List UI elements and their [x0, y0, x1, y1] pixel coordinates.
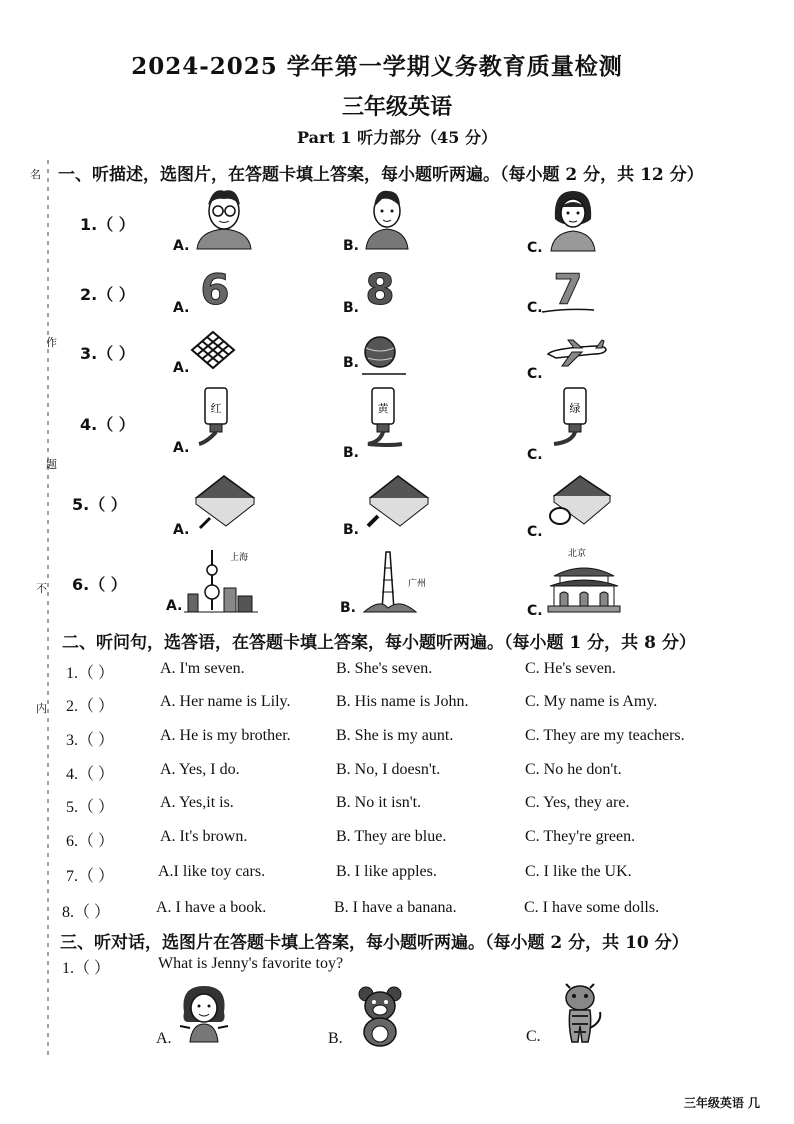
s2-q2-option-c: C. My name is Amy. [525, 693, 658, 710]
section2-heading: 二、听问句，选答语，在答题卡填上答案，每小题听两遍。（每小题 1 分，共 8 分） [62, 633, 696, 653]
s2-q3-option-c: C. They are my teachers. [525, 727, 685, 744]
s2-q2-option-a: A. Her name is Lily. [160, 693, 291, 710]
s1-q5-number: 5.（ ） [72, 495, 127, 514]
s2-q5-option-b: B. No it isn't. [336, 794, 422, 811]
s2-q7-option-a: A.I like toy cars. [158, 863, 266, 880]
s1-q4-a-label: A. [173, 440, 190, 456]
margin-char-1: 名 [30, 168, 41, 181]
man-with-glasses-picture [193, 185, 255, 251]
shanghai-label: 上海 [230, 553, 249, 563]
book-and-bag-picture [546, 472, 614, 530]
s2-row-2 [0, 693, 794, 715]
s1-q1-c-label: C. [527, 240, 543, 256]
boy-picture [362, 185, 412, 251]
s3-q1-question: What is Jenny's favorite toy? [158, 955, 344, 972]
s1-q1-number: 1.（ ） [80, 215, 135, 234]
book-and-pen-picture [190, 472, 258, 530]
binding-margin-line [38, 160, 58, 1060]
s1-q6-b-label: B. [340, 600, 356, 616]
margin-char-5: 内 [36, 702, 47, 715]
beijing-label: 北京 [568, 549, 587, 559]
s2-q4-option-c: C. No he don't. [525, 761, 622, 778]
s2-row-4 [0, 761, 794, 783]
book-and-pencil-picture [364, 472, 432, 530]
chinese-knot-picture [190, 330, 236, 370]
s3-q1-a-label: A. [156, 1030, 172, 1047]
green-tube-label: 绿 [569, 402, 581, 415]
teddy-bear-picture [356, 984, 404, 1048]
s1-q4-c-label: C. [527, 447, 543, 463]
airplane-picture [546, 338, 608, 368]
page-footer: 三年级英语 几 [683, 1096, 760, 1110]
part-heading: Part 1 听力部分（45 分） [297, 128, 497, 147]
red-paint-tube-picture [197, 386, 237, 448]
s2-q5-number: 5.（ ） [66, 799, 115, 816]
s1-q5-b-label: B. [343, 522, 359, 538]
digit-8-text: 8 [365, 266, 395, 310]
s2-q7-number: 7.（ ） [66, 868, 115, 885]
s1-q2-a-label: A. [173, 300, 190, 316]
s2-q3-option-a: A. He is my brother. [160, 727, 291, 744]
digit-6-text: 6 [200, 266, 230, 310]
s3-q1-c-label: C. [526, 1028, 541, 1045]
s2-row-7 [0, 863, 794, 885]
s1-q6-number: 6.（ ） [72, 575, 127, 594]
s2-q1-option-c: C. He's seven. [525, 660, 616, 677]
s2-row-8 [0, 899, 794, 921]
s2-row-6 [0, 828, 794, 850]
tiananmen-picture [546, 544, 622, 614]
yellow-paint-tube-picture [360, 386, 406, 448]
s1-q3-a-label: A. [173, 360, 190, 376]
s2-q5-option-c: C. Yes, they are. [525, 794, 630, 811]
s2-q4-number: 4.（ ） [66, 766, 115, 783]
s1-q3-number: 3.（ ） [80, 344, 135, 363]
exam-title: 2024-2025 学年第一学期义务教育质量检测 [131, 53, 623, 80]
s1-q3-c-label: C. [527, 366, 543, 382]
s2-q1-option-a: A. I'm seven. [160, 660, 245, 677]
s1-q4-number: 4.（ ） [80, 415, 135, 434]
s2-q8-number: 8.（ ） [62, 904, 111, 921]
s1-q1-a-label: A. [173, 238, 190, 254]
s2-q8-option-c: C. I have some dolls. [524, 899, 660, 916]
s1-q2-c-label: C. [527, 300, 543, 316]
s2-q7-option-b: B. I like apples. [336, 863, 437, 880]
section1-heading: 一、听描述，选图片，在答题卡填上答案，每小题听两遍。（每小题 2 分，共 12 分） [58, 165, 704, 185]
s2-q7-option-c: C. I like the UK. [525, 863, 632, 880]
s2-q1-number: 1.（ ） [66, 665, 115, 682]
section3-heading: 三、听对话，选图片在答题卡填上答案，每小题听两遍。（每小题 2 分，共 10 分） [60, 933, 689, 953]
exam-subtitle: 三年级英语 [341, 94, 452, 120]
margin-char-4: 不 [36, 582, 47, 595]
shanghai-tower-picture [184, 548, 258, 614]
woman-picture [545, 185, 601, 253]
tiger-toy-picture [552, 982, 608, 1044]
s1-q1-b-label: B. [343, 238, 359, 254]
doll-picture [176, 982, 232, 1048]
s2-q6-option-a: A. It's brown. [160, 828, 248, 845]
s3-q1-number: 1.（ ） [62, 960, 111, 977]
digit-8-picture [360, 266, 400, 310]
s1-q3-b-label: B. [343, 355, 359, 371]
yellow-tube-label: 黄 [377, 402, 389, 415]
s1-q5-a-label: A. [173, 522, 190, 538]
s2-q4-option-b: B. No, I doesn't. [336, 761, 441, 778]
s2-q3-number: 3.（ ） [66, 732, 115, 749]
s1-q4-b-label: B. [343, 445, 359, 461]
s2-q8-option-a: A. I have a book. [156, 899, 267, 916]
s2-q2-number: 2.（ ） [66, 698, 115, 715]
s3-q1-row [62, 955, 662, 977]
digit-6-picture [195, 266, 235, 310]
s2-row-3 [0, 727, 794, 749]
s2-q2-option-b: B. His name is John. [336, 693, 469, 710]
s2-q6-option-c: C. They're green. [525, 828, 636, 845]
s1-q5-c-label: C. [527, 524, 543, 540]
globe-picture [358, 334, 408, 378]
s1-q6-c-label: C. [527, 603, 543, 619]
s2-row-5 [0, 794, 794, 816]
s1-q2-b-label: B. [343, 300, 359, 316]
s2-q5-option-a: A. Yes,it is. [160, 794, 234, 811]
s2-q8-option-b: B. I have a banana. [334, 899, 457, 916]
s3-q1-b-label: B. [328, 1030, 343, 1047]
red-tube-label: 红 [210, 402, 222, 415]
s2-row-1 [0, 660, 794, 682]
green-paint-tube-picture [548, 386, 598, 448]
guangzhou-label: 广州 [408, 579, 427, 589]
s2-q6-option-b: B. They are blue. [336, 828, 447, 845]
s2-q6-number: 6.（ ） [66, 833, 115, 850]
s1-q2-number: 2.（ ） [80, 285, 135, 304]
s2-q3-option-b: B. She is my aunt. [336, 727, 454, 744]
s2-q1-option-b: B. She's seven. [336, 660, 433, 677]
s2-q4-option-a: A. Yes, I do. [160, 761, 240, 778]
margin-char-3: 题 [46, 458, 57, 471]
s1-q6-a-label: A. [166, 598, 183, 614]
digit-7-text: 7 [553, 266, 583, 314]
digit-7-picture [540, 266, 596, 316]
margin-char-2: 作 [46, 336, 57, 349]
canton-tower-picture [360, 548, 432, 614]
